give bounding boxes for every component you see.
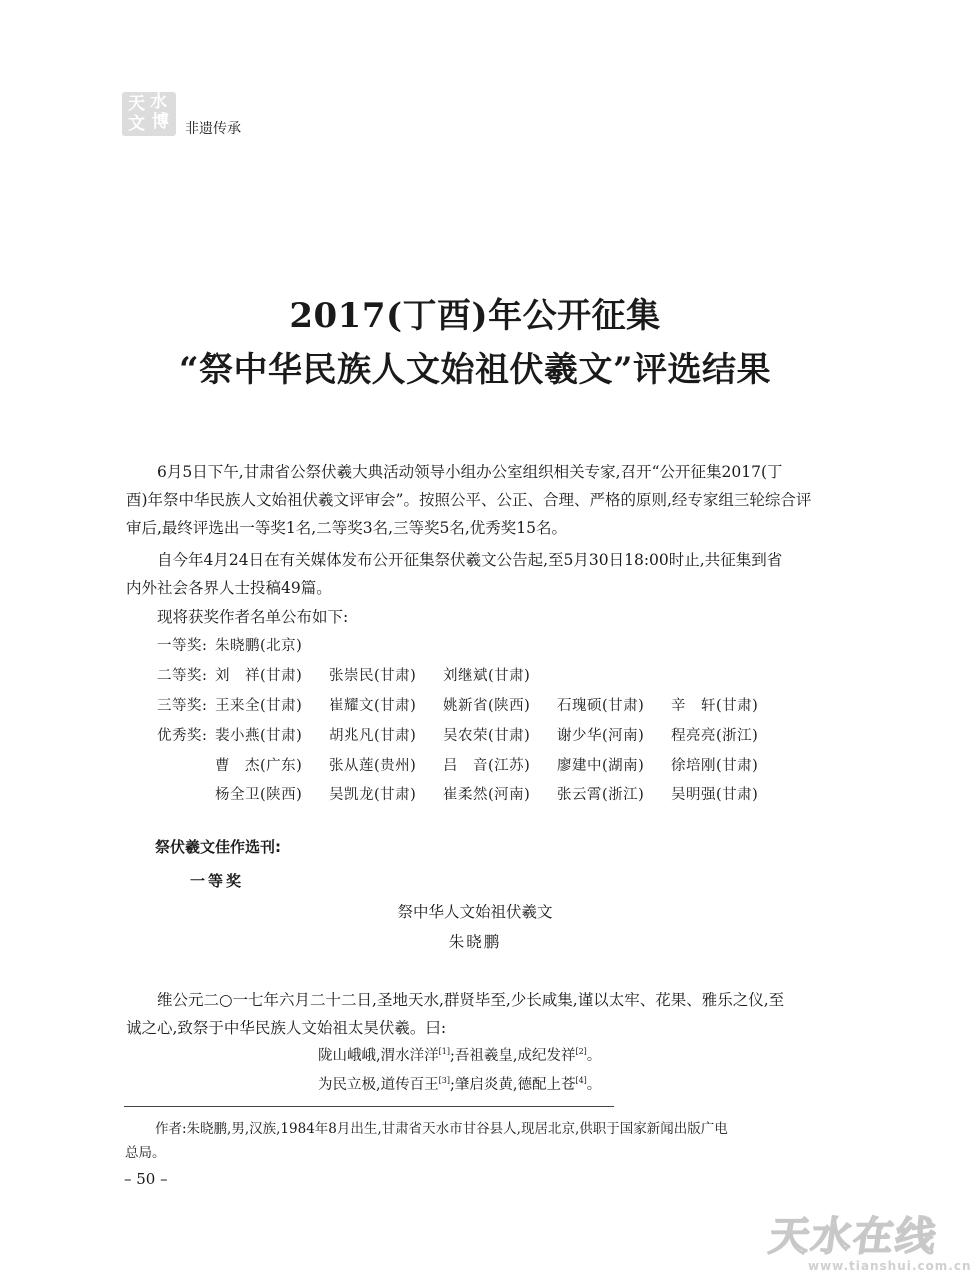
logo-char: 博 bbox=[152, 112, 169, 132]
intro-paragraph-2-line-1: 自今年4月24日在有关媒体发布公开征集祭伏羲文公告起,至5月30日18:00时止,共征集到省 bbox=[157, 551, 783, 569]
footnote-marker: [4] bbox=[575, 1076, 587, 1086]
verse-line bbox=[318, 1044, 601, 1065]
footnote-marker: [1] bbox=[438, 1047, 450, 1057]
verse-text: 。 bbox=[586, 1077, 602, 1093]
poem-text-line-2: 诚之心,致祭于中华民族人文始祖太昊伏羲。曰: bbox=[126, 1019, 447, 1037]
award-name: 姚新省(陕西) bbox=[443, 698, 531, 714]
journal-logo bbox=[122, 92, 176, 136]
award-label-excellent: 优秀奖: bbox=[157, 728, 208, 744]
award-name: 胡兆凡(甘肃) bbox=[329, 728, 417, 744]
award-name: 曹 杰(广东) bbox=[215, 758, 303, 774]
verse-text: 陇山峨峨,渭水洋洋 bbox=[318, 1048, 439, 1064]
intro-paragraph-1-line-3: 审后,最终评选出一等奖1名,二等奖3名,三等奖5名,优秀奖15名。 bbox=[126, 519, 568, 537]
watermark-url: www.tianshui.com.cn bbox=[808, 1259, 972, 1273]
logo-char: 文 bbox=[128, 114, 145, 134]
grade-heading: 一等奖 bbox=[190, 872, 245, 890]
verse-line bbox=[318, 1073, 601, 1094]
award-label-first: 一等奖: bbox=[157, 638, 208, 654]
page-title-line-1: 2017(丁酉)年公开征集 bbox=[289, 296, 661, 336]
award-name: 徐培刚(甘肃) bbox=[671, 758, 759, 774]
author-note-line-1: 作者:朱晓鹏,男,汉族,1984年8月出生,甘肃省天水市甘谷县人,现居北京,供职于国家新闻出版广电 bbox=[155, 1121, 728, 1137]
award-name: 石瑰硕(甘肃) bbox=[557, 698, 645, 714]
verse-text: 为民立极,道传百王 bbox=[318, 1077, 439, 1093]
site-watermark bbox=[766, 1205, 972, 1275]
award-name: 张崇民(甘肃) bbox=[329, 668, 417, 684]
logo-char: 水 bbox=[150, 92, 167, 112]
award-name: 崔耀文(甘肃) bbox=[329, 698, 417, 714]
award-label-second: 二等奖: bbox=[157, 668, 208, 684]
intro-paragraph-3: 现将获奖作者名单公布如下: bbox=[157, 608, 349, 626]
award-name: 吴明强(甘肃) bbox=[671, 787, 759, 803]
award-name: 张云霄(浙江) bbox=[557, 787, 645, 803]
award-name: 朱晓鹏(北京) bbox=[215, 638, 303, 654]
footnote-marker: [2] bbox=[575, 1047, 587, 1057]
logo-char: 天 bbox=[128, 94, 145, 114]
award-name: 张从莲(贵州) bbox=[329, 758, 417, 774]
award-name: 谢少华(河南) bbox=[557, 728, 645, 744]
intro-paragraph-1-line-1: 6月5日下午,甘肃省公祭伏羲大典活动领导小组办公室组织相关专家,召开“公开征集2017(丁 bbox=[157, 463, 783, 481]
intro-paragraph-1-line-2: 酉)年祭中华民族人文始祖伏羲文评审会”。按照公平、公正、合理、严格的原则,经专家组三轮综合评 bbox=[126, 491, 812, 509]
award-name: 刘 祥(甘肃) bbox=[215, 668, 303, 684]
verse-text: ;吾祖羲皇,成纪发祥 bbox=[449, 1048, 576, 1064]
footnote-divider bbox=[124, 1106, 614, 1107]
award-name: 刘继斌(甘肃) bbox=[443, 668, 531, 684]
verse-text: ;肇启炎黄,德配上苍 bbox=[449, 1077, 576, 1093]
award-name: 崔柔然(河南) bbox=[443, 787, 531, 803]
award-label-third: 三等奖: bbox=[157, 698, 208, 714]
award-name: 杨全卫(陕西) bbox=[215, 787, 303, 803]
selection-heading: 祭伏羲文佳作选刊: bbox=[155, 838, 281, 856]
award-name: 廖建中(湖南) bbox=[557, 758, 645, 774]
award-name: 吴农荣(甘肃) bbox=[443, 728, 531, 744]
page-number: – 50 – bbox=[124, 1170, 168, 1188]
award-name: 程亮亮(浙江) bbox=[671, 728, 759, 744]
poem-text-line-1: 维公元二○一七年六月二十二日,圣地天水,群贤毕至,少长咸集,谨以太牢、花果、雅乐之仪,至 bbox=[157, 991, 785, 1009]
section-label: 非遗传承 bbox=[185, 121, 241, 137]
award-name: 王来全(甘肃) bbox=[215, 698, 303, 714]
poem-author: 朱晓鹏 bbox=[448, 933, 502, 951]
watermark-text: 天水在线 bbox=[766, 1214, 941, 1260]
verse-text: 。 bbox=[586, 1048, 602, 1064]
award-name: 吕 音(江苏) bbox=[443, 758, 531, 774]
award-name: 裴小燕(甘肃) bbox=[215, 728, 303, 744]
author-note-line-2: 总局。 bbox=[125, 1145, 166, 1161]
intro-paragraph-2-line-2: 内外社会各界人士投稿49篇。 bbox=[126, 579, 332, 597]
poem-title: 祭中华人文始祖伏羲文 bbox=[397, 903, 553, 921]
footnote-marker: [3] bbox=[438, 1076, 450, 1086]
award-name: 辛 轩(甘肃) bbox=[671, 698, 759, 714]
page-title-line-2: “祭中华民族人文始祖伏羲文”评选结果 bbox=[178, 350, 772, 390]
award-name: 吴凯龙(甘肃) bbox=[329, 787, 417, 803]
